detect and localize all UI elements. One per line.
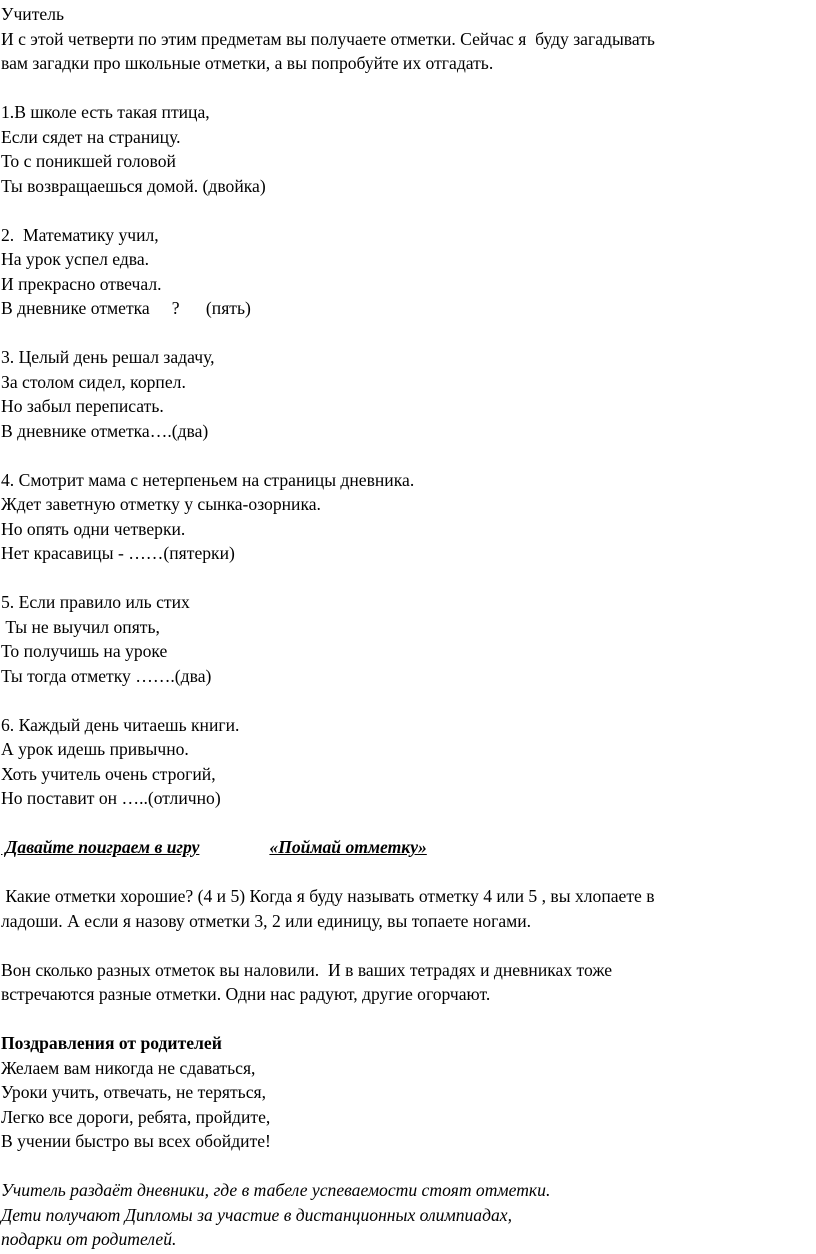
riddle-line: Ты возвращаешься домой. (двойка) [1,175,266,196]
parents-poem-line: Желаем вам никогда не сдаваться, [1,1057,256,1078]
riddle-line: 6. Каждый день читаешь книги. [1,714,240,735]
riddle-5 [1,590,816,688]
game-title [1,835,816,860]
riddle-3 [1,345,816,443]
spacer [1,811,816,836]
riddle-line: За столом сидел, корпел. [1,371,186,392]
spacer [1,1154,816,1179]
spacer [1,76,816,101]
spacer [1,1007,816,1032]
spacer [1,860,816,885]
riddle-line: На урок успел едва. [1,249,150,269]
riddle-line: Но забыл переписать. [1,396,164,416]
game-title-name: «Поймай отметку» [269,837,427,857]
riddle-line: Ты тогда отметку …….(два) [1,665,212,686]
spacer [1,566,816,591]
riddle-line: Нет красавицы - ……(пятерки) [1,543,235,563]
riddle-line: Но опять одни четверки. [1,518,186,539]
riddle-line: И прекрасно отвечал. [1,273,162,294]
riddle-line: 2. Математику учил, [1,224,159,245]
riddle-line: Но поставит он …..(отлично) [1,788,221,808]
game-summary-line-1: Вон сколько разных отметок вы наловили. И в ваших тетрадях и дневниках тоже [1,959,613,980]
closing-note-line: Учитель раздаёт дневники, где в табеле успеваемости стоят отметки. [1,1180,551,1200]
riddle-line: В дневнике отметка….(два) [1,420,209,441]
riddle-line: 5. Если правило иль стих [1,592,190,612]
spacer [1,933,816,958]
riddle-line: Хоть учитель очень строгий, [1,763,216,784]
riddle-line: То получишь на уроке [1,641,168,661]
game-summary-line-2: встречаются разные отметки. Одни нас радуют, другие огорчают. [1,984,491,1004]
game-rules-line-2: ладоши. А если я назову отметки 3, 2 или единицу, вы топаете ногами. [1,910,532,931]
riddle-line: Ждет заветную отметку у сынка-озорника. [1,494,321,514]
spacer [1,688,816,713]
riddle-2 [1,223,816,321]
riddle-6 [1,713,816,811]
riddle-line: В дневнике отметка ? (пять) [1,298,251,318]
riddle-line: Ты не выучил опять, [1,616,160,637]
riddle-line: 4. Смотрит мама с нетерпеньем на страницы дневника. [1,469,415,490]
riddle-line: 3. Целый день решал задачу, [1,347,215,367]
game-rules-line-1: Какие отметки хорошие? (4 и 5) Когда я буду называть отметку 4 или 5 , вы хлопаете в [1,886,655,906]
parents-heading: Поздравления от родителей [1,1033,222,1053]
riddle-line: А урок идешь привычно. [1,739,189,759]
riddle-line: Если сядет на страницу. [1,126,181,147]
intro-text-line-2: вам загадки про школьные отметки, а вы попробуйте их отгадать. [1,53,494,73]
riddle-line: То с поникшей головой [1,151,176,171]
intro-text-line-1: И с этой четверти по этим предметам вы получаете отметки. Сейчас я буду загадывать [1,28,655,49]
closing-note-line: Дети получают Дипломы за участие в дистанционных олимпиадах, [1,1204,512,1225]
speaker-label: Учитель [1,4,65,24]
parents-poem-line: В учении быстро вы всех обойдите! [1,1131,271,1151]
riddle-4 [1,468,816,566]
riddle-line: 1.В школе есть такая птица, [1,102,210,122]
game-title-intro: Давайте поиграем в игру [1,837,200,857]
closing-note-line: подарки от родителей. [1,1229,177,1249]
spacer [1,443,816,468]
spacer [1,321,816,346]
riddle-1 [1,100,816,198]
parents-poem-line: Легко все дороги, ребята, пройдите, [1,1106,271,1127]
spacer [1,198,816,223]
parents-poem-line: Уроки учить, отвечать, не теряться, [1,1082,266,1102]
